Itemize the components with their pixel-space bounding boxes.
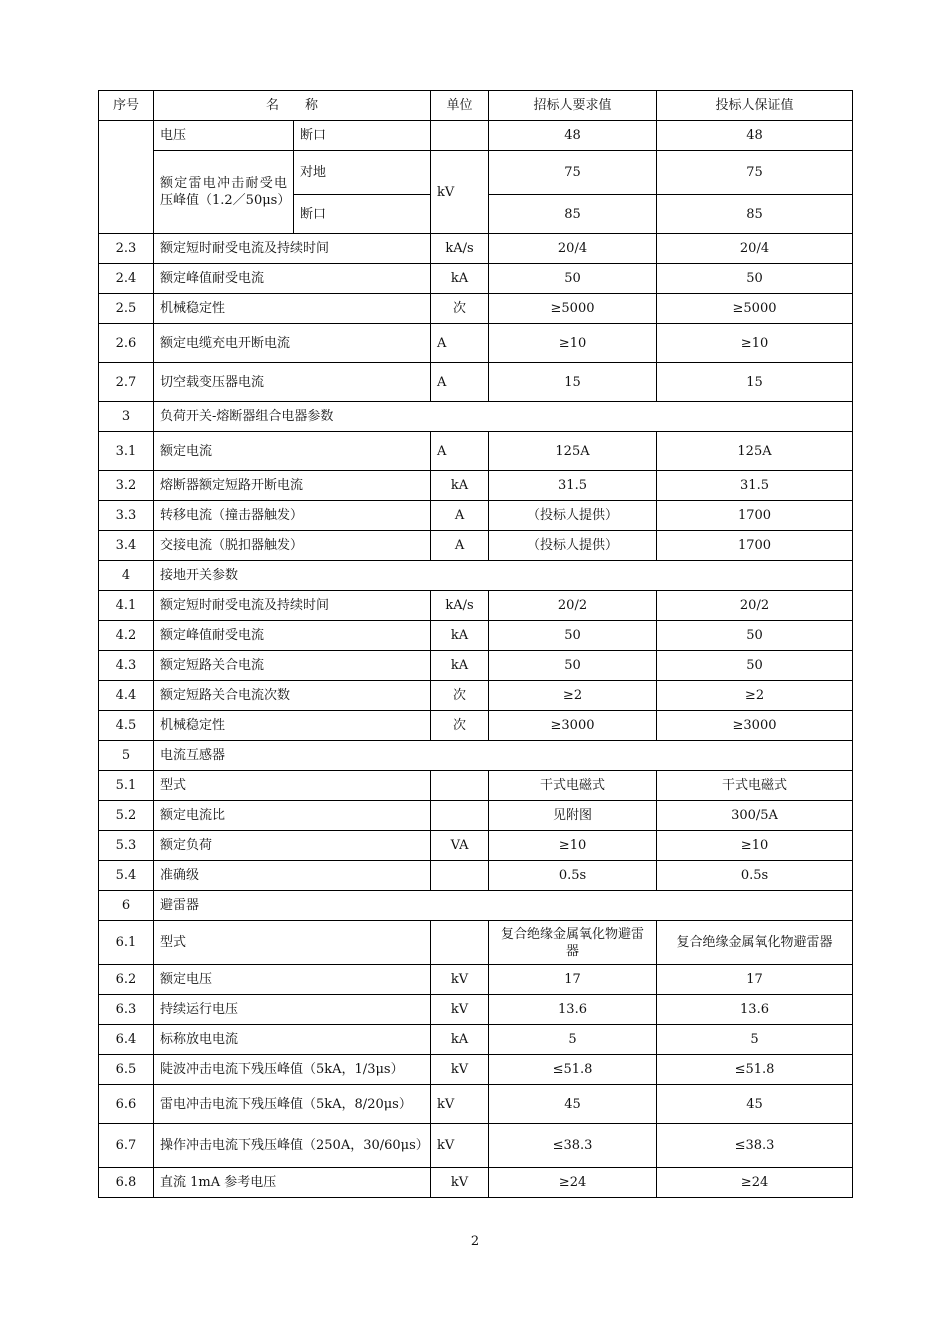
row-guaranteed: 45 <box>657 1085 853 1124</box>
row-unit: kA <box>431 1025 489 1055</box>
row-name: 操作冲击电流下残压峰值（250A，30/60μs） <box>154 1124 431 1168</box>
row-guaranteed: ≤38.3 <box>657 1124 853 1168</box>
table-row <box>99 121 853 151</box>
row-number: 4.5 <box>99 711 154 741</box>
row-unit: 次 <box>431 294 489 324</box>
row-number: 6.8 <box>99 1168 154 1198</box>
row-number: 6.7 <box>99 1124 154 1168</box>
row-number: 2.7 <box>99 363 154 402</box>
row-name: 额定电缆充电开断电流 <box>154 324 431 363</box>
row-unit: kV <box>431 1168 489 1198</box>
spec-table <box>98 90 853 1198</box>
row-guaranteed: 20/2 <box>657 591 853 621</box>
row-required: 50 <box>489 264 657 294</box>
row-number: 5.2 <box>99 801 154 831</box>
row-guaranteed: 48 <box>657 121 853 151</box>
row-guaranteed: 17 <box>657 965 853 995</box>
row-subname: 断口 <box>294 195 431 234</box>
row-number <box>99 121 154 234</box>
row-required: 5 <box>489 1025 657 1055</box>
row-unit: kA <box>431 264 489 294</box>
table-row <box>99 1085 853 1124</box>
row-guaranteed: 干式电磁式 <box>657 771 853 801</box>
row-required: ≥24 <box>489 1168 657 1198</box>
row-required: 20/2 <box>489 591 657 621</box>
table-row <box>99 324 853 363</box>
row-guaranteed: ≥2 <box>657 681 853 711</box>
row-guaranteed: 300/5A <box>657 801 853 831</box>
row-guaranteed: 85 <box>657 195 853 234</box>
row-guaranteed: 31.5 <box>657 471 853 501</box>
row-required: ≥3000 <box>489 711 657 741</box>
row-required: （投标人提供） <box>489 531 657 561</box>
table-row <box>99 471 853 501</box>
row-number: 2.3 <box>99 234 154 264</box>
row-guaranteed: ≤51.8 <box>657 1055 853 1085</box>
row-required: 31.5 <box>489 471 657 501</box>
row-number: 6.3 <box>99 995 154 1025</box>
header-unit: 单位 <box>431 91 489 121</box>
row-unit: kA <box>431 621 489 651</box>
table-row <box>99 1055 853 1085</box>
row-guaranteed: 1700 <box>657 501 853 531</box>
table-row <box>99 771 853 801</box>
header-row <box>99 91 853 121</box>
row-unit: kV <box>431 995 489 1025</box>
row-name: 额定电压 <box>154 965 431 995</box>
row-unit: kV <box>431 151 489 234</box>
header-name: 名 称 <box>154 91 431 121</box>
row-number: 2.6 <box>99 324 154 363</box>
row-guaranteed: ≥24 <box>657 1168 853 1198</box>
row-name: 型式 <box>154 921 431 965</box>
row-number: 6.5 <box>99 1055 154 1085</box>
row-name: 额定雷电冲击耐受电压峰值（1.2／50μs） <box>154 151 294 234</box>
row-number: 6.6 <box>99 1085 154 1124</box>
table-row <box>99 1025 853 1055</box>
row-guaranteed: ≥5000 <box>657 294 853 324</box>
table-row <box>99 995 853 1025</box>
row-guaranteed: 5 <box>657 1025 853 1055</box>
table-row <box>99 1168 853 1198</box>
row-unit <box>431 801 489 831</box>
row-unit: 次 <box>431 681 489 711</box>
row-guaranteed: 125A <box>657 432 853 471</box>
row-number: 5 <box>99 741 154 771</box>
row-guaranteed: 50 <box>657 621 853 651</box>
row-subname: 对地 <box>294 151 431 195</box>
row-required: ≥10 <box>489 831 657 861</box>
row-guaranteed: 13.6 <box>657 995 853 1025</box>
row-name: 标称放电电流 <box>154 1025 431 1055</box>
table-row <box>99 432 853 471</box>
row-required: 125A <box>489 432 657 471</box>
row-unit: 次 <box>431 711 489 741</box>
section-title: 接地开关参数 <box>154 561 853 591</box>
row-name: 额定短路关合电流 <box>154 651 431 681</box>
row-number: 3.1 <box>99 432 154 471</box>
row-unit: A <box>431 501 489 531</box>
table-row <box>99 234 853 264</box>
table-row <box>99 621 853 651</box>
row-number: 3 <box>99 402 154 432</box>
table-row <box>99 711 853 741</box>
row-required: 15 <box>489 363 657 402</box>
row-name: 准确级 <box>154 861 431 891</box>
row-name: 交接电流（脱扣器触发） <box>154 531 431 561</box>
table-row <box>99 801 853 831</box>
table-row <box>99 921 853 965</box>
table-row <box>99 861 853 891</box>
row-required: ≥10 <box>489 324 657 363</box>
table-row <box>99 151 853 195</box>
table-row <box>99 501 853 531</box>
row-number: 6.4 <box>99 1025 154 1055</box>
row-required: 85 <box>489 195 657 234</box>
row-subname: 断口 <box>294 121 431 151</box>
row-guaranteed: 75 <box>657 151 853 195</box>
row-required: 0.5s <box>489 861 657 891</box>
row-number: 4.2 <box>99 621 154 651</box>
row-number: 3.2 <box>99 471 154 501</box>
row-required: 复合绝缘金属氧化物避雷器 <box>489 921 657 965</box>
row-unit <box>431 861 489 891</box>
row-name: 电压 <box>154 121 294 151</box>
row-required: 45 <box>489 1085 657 1124</box>
row-guaranteed: 1700 <box>657 531 853 561</box>
header-required: 招标人要求值 <box>489 91 657 121</box>
row-required: 13.6 <box>489 995 657 1025</box>
row-guaranteed: 20/4 <box>657 234 853 264</box>
row-required: 48 <box>489 121 657 151</box>
row-name: 额定负荷 <box>154 831 431 861</box>
row-number: 4 <box>99 561 154 591</box>
section-row <box>99 891 853 921</box>
section-title: 避雷器 <box>154 891 853 921</box>
row-unit: kV <box>431 1055 489 1085</box>
row-required: （投标人提供） <box>489 501 657 531</box>
row-name: 机械稳定性 <box>154 294 431 324</box>
row-number: 3.4 <box>99 531 154 561</box>
row-required: 17 <box>489 965 657 995</box>
row-unit: kA/s <box>431 591 489 621</box>
row-name: 型式 <box>154 771 431 801</box>
row-name: 转移电流（撞击器触发） <box>154 501 431 531</box>
row-name: 额定峰值耐受电流 <box>154 621 431 651</box>
table-row <box>99 264 853 294</box>
row-required: ≤51.8 <box>489 1055 657 1085</box>
row-name: 额定电流 <box>154 432 431 471</box>
row-number: 6.2 <box>99 965 154 995</box>
table-row <box>99 591 853 621</box>
header-no: 序号 <box>99 91 154 121</box>
row-name: 雷电冲击电流下残压峰值（5kA，8/20μs） <box>154 1085 431 1124</box>
section-title: 负荷开关-熔断器组合电器参数 <box>154 402 853 432</box>
row-unit: A <box>431 531 489 561</box>
row-required: 见附图 <box>489 801 657 831</box>
row-unit: kV <box>431 1085 489 1124</box>
table-row <box>99 681 853 711</box>
table-row <box>99 1124 853 1168</box>
row-guaranteed: ≥10 <box>657 831 853 861</box>
page-number: 2 <box>470 1234 480 1249</box>
table-row <box>99 363 853 402</box>
row-unit: A <box>431 363 489 402</box>
row-unit: A <box>431 324 489 363</box>
row-name: 额定短时耐受电流及持续时间 <box>154 591 431 621</box>
row-number: 4.3 <box>99 651 154 681</box>
row-guaranteed: ≥3000 <box>657 711 853 741</box>
row-required: 50 <box>489 621 657 651</box>
row-number: 3.3 <box>99 501 154 531</box>
table-row <box>99 651 853 681</box>
row-guaranteed: 50 <box>657 264 853 294</box>
row-number: 5.3 <box>99 831 154 861</box>
section-row <box>99 402 853 432</box>
table-row <box>99 294 853 324</box>
row-name: 切空载变压器电流 <box>154 363 431 402</box>
header-guaranteed: 投标人保证值 <box>657 91 853 121</box>
row-name: 额定电流比 <box>154 801 431 831</box>
row-unit: kA <box>431 471 489 501</box>
row-name: 额定短时耐受电流及持续时间 <box>154 234 431 264</box>
row-required: 75 <box>489 151 657 195</box>
row-required: 干式电磁式 <box>489 771 657 801</box>
row-name: 额定短路关合电流次数 <box>154 681 431 711</box>
table-row <box>99 965 853 995</box>
row-number: 4.1 <box>99 591 154 621</box>
row-guaranteed: 0.5s <box>657 861 853 891</box>
row-guaranteed: 50 <box>657 651 853 681</box>
row-required: 20/4 <box>489 234 657 264</box>
table-row <box>99 531 853 561</box>
row-number: 2.5 <box>99 294 154 324</box>
row-unit <box>431 121 489 151</box>
row-unit: A <box>431 432 489 471</box>
section-row <box>99 741 853 771</box>
row-number: 6.1 <box>99 921 154 965</box>
table-row <box>99 831 853 861</box>
row-guaranteed: 15 <box>657 363 853 402</box>
section-row <box>99 561 853 591</box>
row-name: 额定峰值耐受电流 <box>154 264 431 294</box>
row-number: 5.1 <box>99 771 154 801</box>
row-number: 5.4 <box>99 861 154 891</box>
row-number: 2.4 <box>99 264 154 294</box>
row-name: 熔断器额定短路开断电流 <box>154 471 431 501</box>
row-name: 陡波冲击电流下残压峰值（5kA，1/3μs） <box>154 1055 431 1085</box>
row-name: 机械稳定性 <box>154 711 431 741</box>
section-title: 电流互感器 <box>154 741 853 771</box>
row-unit: kA/s <box>431 234 489 264</box>
row-guaranteed: ≥10 <box>657 324 853 363</box>
row-required: ≤38.3 <box>489 1124 657 1168</box>
row-required: ≥2 <box>489 681 657 711</box>
row-unit: kV <box>431 1124 489 1168</box>
row-name: 直流 1mA 参考电压 <box>154 1168 431 1198</box>
row-number: 6 <box>99 891 154 921</box>
row-guaranteed: 复合绝缘金属氧化物避雷器 <box>657 921 853 965</box>
row-unit <box>431 921 489 965</box>
row-unit: VA <box>431 831 489 861</box>
row-required: ≥5000 <box>489 294 657 324</box>
row-unit: kA <box>431 651 489 681</box>
row-name: 持续运行电压 <box>154 995 431 1025</box>
row-unit: kV <box>431 965 489 995</box>
row-unit <box>431 771 489 801</box>
row-number: 4.4 <box>99 681 154 711</box>
row-required: 50 <box>489 651 657 681</box>
